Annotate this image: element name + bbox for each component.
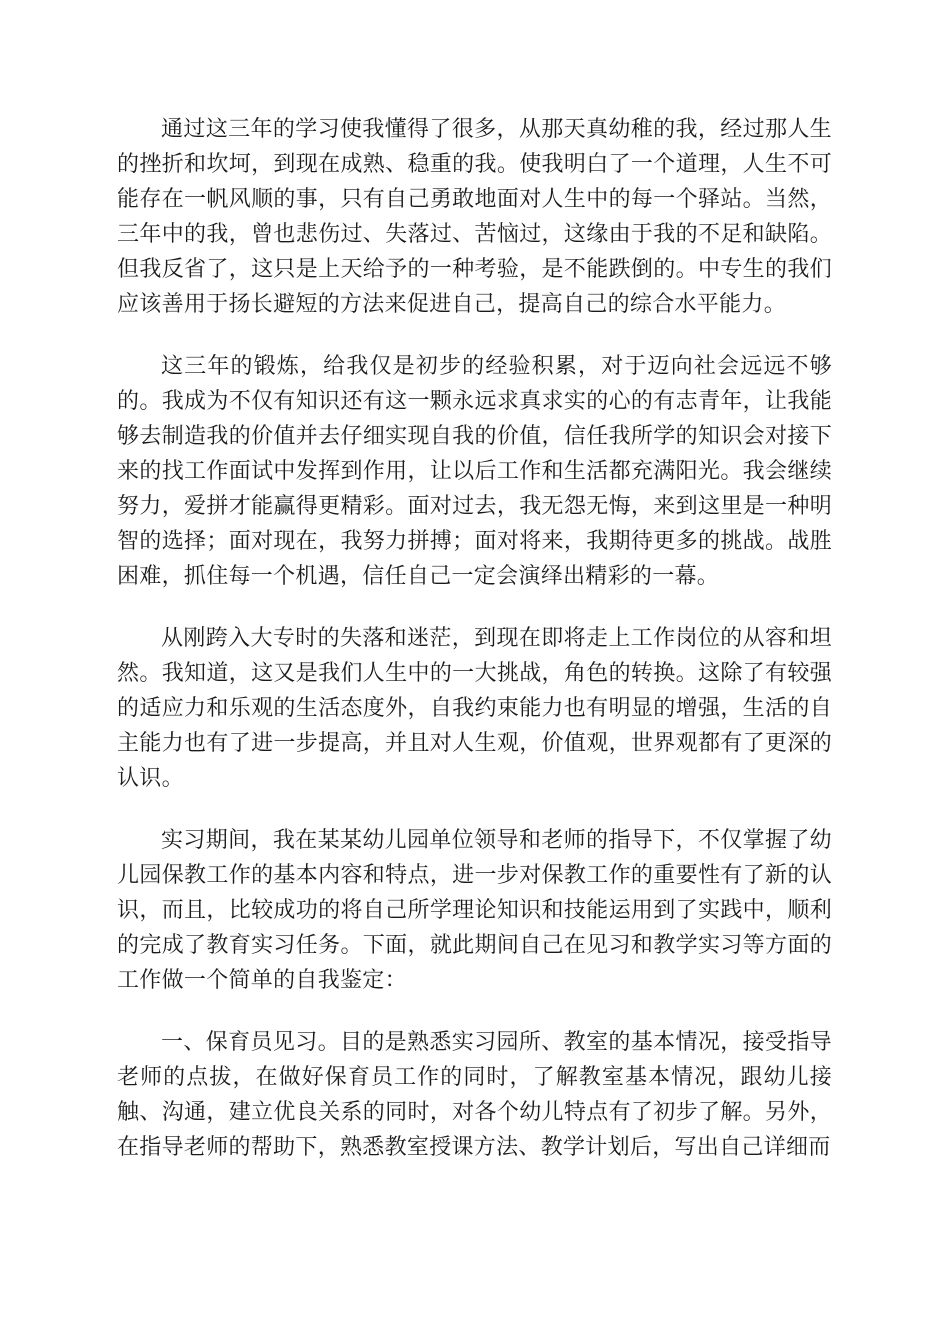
paragraph-1: 通过这三年的学习使我懂得了很多，从那天真幼稚的我，经过那人生的挫折和坎坷，到现在成熟、稳重的我。使我明白了一个道理，人生不可能存在一帆风顺的事，只有自己勇敢地面对人生中的每一个驿站。当然，三年中的我，曾也悲伤过、失落过、苦恼过，这缘由于我的不足和缺陷。但我反省了，这只是上天给予的一种考验，是不能跌倒的。中专生的我们应该善用于扬长避短的方法来促进自己，提高自己的综合水平能力。 xyxy=(117,117,832,317)
paragraph-2: 这三年的锻炼，给我仅是初步的经验积累，对于迈向社会远远不够的。我成为不仅有知识还有这一颗永远求真求实的心的有志青年，让我能够去制造我的价值并去仔细实现自我的价值，信任我所学的知识会对接下来的找工作面试中发挥到作用，让以后工作和生活都充满阳光。我会继续努力，爱拼才能赢得更精彩。面对过去，我无怨无悔，来到这里是一种明智的选择；面对现在，我努力拼搏；面对将来，我期待更多的挑战。战胜困难，抓住每一个机遇，信任自己一定会演绎出精彩的一幕。 xyxy=(117,354,832,589)
paragraph-3: 从刚跨入大专时的失落和迷茫，到现在即将走上工作岗位的从容和坦然。我知道，这又是我们人生中的一大挑战，角色的转换。这除了有较强的适应力和乐观的生活态度外，自我约束能力也有明显的增强，生活的自主能力也有了进一步提高，并且对人生观，价值观，世界观都有了更深的认识。 xyxy=(117,626,832,791)
paragraph-4: 实习期间，我在某某幼儿园单位领导和老师的指导下，不仅掌握了幼儿园保教工作的基本内容和特点，进一步对保教工作的重要性有了新的认识，而且，比较成功的将自己所学理论知识和技能运用到了实践中，顺利的完成了教育实习任务。下面，就此期间自己在见习和教学实习等方面的工作做一个简单的自我鉴定： xyxy=(117,828,832,993)
paragraph-5: 一、保育员见习。目的是熟悉实习园所、教室的基本情况，接受指导老师的点拔，在做好保育员工作的同时，了解教室基本情况，跟幼儿接触、沟通，建立优良关系的同时，对各个幼儿特点有了初步了解。另外，在指导老师的帮助下，熟悉教室授课方法、教学计划后，写出自己详细而 xyxy=(117,1030,832,1160)
